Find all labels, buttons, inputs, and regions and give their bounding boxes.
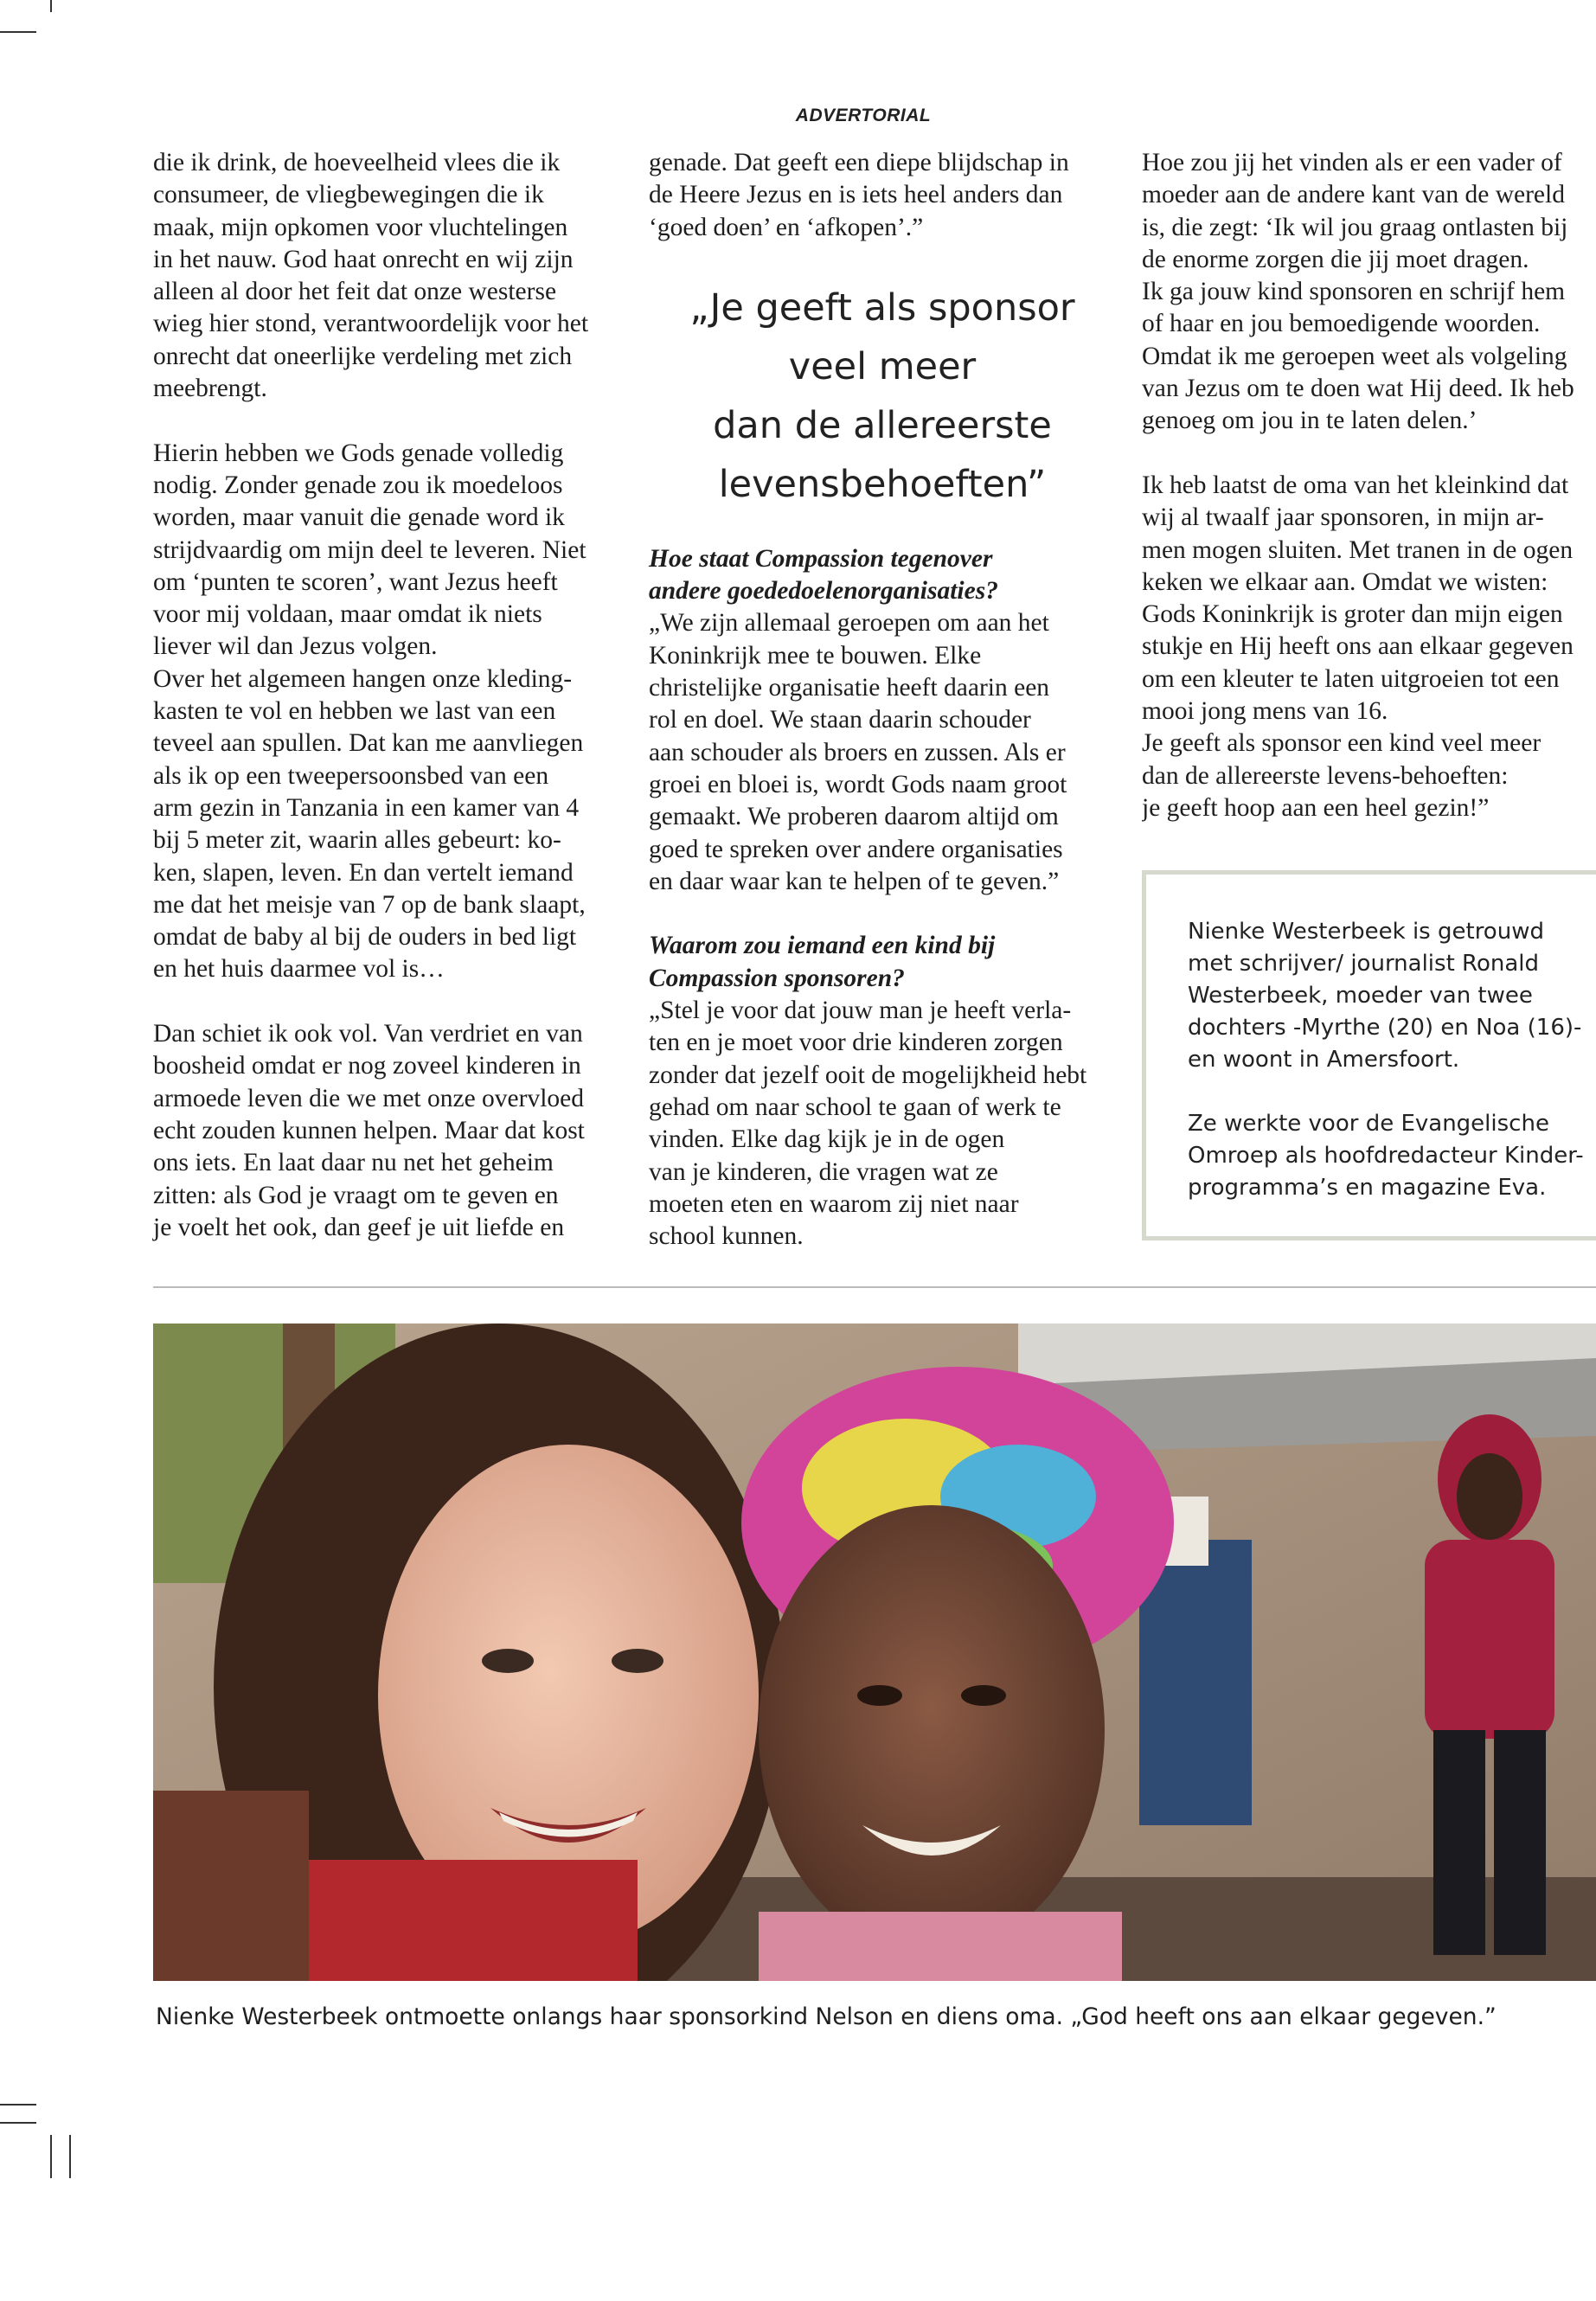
text-line: alleen al door het feit dat onze westerse	[153, 278, 557, 306]
question-heading: Waarom zou iemand een kind bij	[649, 932, 996, 960]
pull-quote-line: veel meer	[788, 344, 977, 388]
text-line: je geeft hoop aan een heel gezin!”	[1142, 793, 1490, 822]
text-line: zonder dat jezelf ooit de mogelijkheid hebt	[649, 1061, 1087, 1089]
bio-line: programma’s en magazine Eva.	[1188, 1175, 1547, 1201]
crop-mark-bottom-v2	[69, 2135, 71, 2178]
text-line: „Stel je voor dat jouw man je heeft verla-	[649, 997, 1072, 1025]
text-line: school kunnen.	[649, 1222, 804, 1251]
text-line: gehad om naar school te gaan of werk te	[649, 1093, 1061, 1121]
bio-line: Westerbeek, moeder van twee	[1188, 983, 1533, 1009]
text-line: Ik ga jouw kind sponsoren en schrijf hem	[1142, 278, 1566, 306]
text-line: ‘goed doen’ en ‘afkopen’.”	[649, 213, 924, 241]
text-line: ken, slapen, leven. En dan vertelt iemand	[153, 858, 574, 887]
text-line: om ‘punten te scoren’, want Jezus heeft	[153, 567, 558, 596]
text-line: me dat het meisje van 7 op de bank slaapt,	[153, 890, 586, 919]
text-line: nodig. Zonder genade zou ik moedeloos	[153, 471, 563, 499]
text-line: voor mij voldaan, maar omdat ik niets	[153, 600, 542, 629]
text-line: consumeer, de vliegbewegingen die ik	[153, 181, 544, 209]
text-line: zitten: als God je vraagt om te geven en	[153, 1181, 559, 1209]
text-line: moeten eten en waarom zij niet naar	[649, 1189, 1019, 1218]
text-line: kasten te vol en hebben we last van een	[153, 697, 556, 726]
text-line: Hierin hebben we Gods genade volledig	[153, 439, 564, 467]
text-line: „We zijn allemaal geroepen om aan het	[649, 609, 1049, 638]
question-heading: Compassion sponsoren?	[649, 964, 905, 992]
article-photo	[153, 1324, 1596, 1981]
text-line: christelijke organisatie heeft daarin een	[649, 674, 1050, 702]
text-line: meebrengt.	[153, 375, 267, 403]
text-line: boosheid omdat er nog zoveel kinderen in	[153, 1052, 581, 1080]
crop-mark-bottom-v1	[50, 2135, 52, 2178]
text-line: bij 5 meter zit, waarin alles gebeurt: ko-	[153, 826, 561, 855]
article-column-2	[649, 147, 1116, 1253]
text-line: armoede leven die we met onze overvloed	[153, 1084, 584, 1112]
crop-mark-top-h	[0, 31, 36, 33]
text-line: Omdat ik me geroepen weet als volgeling	[1142, 342, 1567, 370]
text-line: Ik heb laatst de oma van het kleinkind dat	[1142, 471, 1569, 499]
section-divider	[153, 1286, 1596, 1288]
bio-line: met schrijver/ journalist Ronald	[1188, 951, 1539, 977]
text-line: of haar en jou bemoedigende woorden.	[1142, 310, 1541, 338]
text-line: men mogen sluiten. Met tranen in de ogen	[1142, 535, 1574, 564]
bio-line: Ze werkte voor de Evangelische	[1188, 1111, 1549, 1137]
bio-line: dochters -Myrthe (20) en Noa (16)-	[1188, 1015, 1582, 1041]
text-line: die ik drink, de hoeveelheid vlees die ik	[153, 149, 561, 176]
text-line: teveel aan spullen. Dat kan me aanvliegen	[153, 729, 584, 758]
crop-mark-bottom-h1	[0, 2104, 36, 2106]
text-line: strijdvaardig om mijn deel te leveren. Niet	[153, 535, 586, 564]
text-line: worden, maar vanuit die genade word ik	[153, 503, 565, 532]
bio-line: Nienke Westerbeek is getrouwd	[1188, 919, 1544, 945]
question-heading: Hoe staat Compassion tegenover	[649, 544, 993, 573]
text-line: omdat de baby al bij de ouders in bed ligt	[153, 923, 577, 952]
text-line: arm gezin in Tanzania in een kamer van 4	[153, 793, 580, 822]
photo-caption: Nienke Westerbeek ontmoette onlangs haar sponsorkind Nelson en diens oma. „God heeft ons aan elkaar gegeven.”	[156, 2003, 1497, 2030]
article-column-1	[153, 147, 620, 1244]
text-line: om een kleuter te laten uitgroeien tot een	[1142, 664, 1560, 693]
crop-mark-top-v	[50, 0, 52, 12]
text-line: Koninkrijk mee te bouwen. Elke	[649, 641, 982, 670]
text-line: de Heere Jezus en is iets heel anders dan	[649, 181, 1063, 209]
bio-line: Omroep als hoofdredacteur Kinder-	[1188, 1143, 1584, 1169]
text-line: van je kinderen, die vragen wat ze	[649, 1157, 998, 1186]
text-line: Over het algemeen hangen onze kleding-	[153, 664, 573, 693]
text-line: ons iets. En laat daar nu net het geheim	[153, 1149, 554, 1177]
text-line: wieg hier stond, verantwoordelijk voor het	[153, 310, 589, 338]
text-line: dan de allereerste levens-behoeften:	[1142, 761, 1509, 790]
pull-quote	[649, 279, 1116, 514]
text-line: echt zouden kunnen helpen. Maar dat kost	[153, 1116, 585, 1144]
text-line: de enorme zorgen die jij moet dragen.	[1142, 245, 1529, 273]
text-line: onrecht dat oneerlijke verdeling met zich	[153, 342, 573, 370]
text-line: van Jezus om te doen wat Hij deed. Ik heb	[1142, 375, 1574, 403]
pull-quote-line: levensbehoeften”	[718, 462, 1047, 506]
text-line: groei en bloei is, wordt Gods naam groot	[649, 770, 1067, 798]
text-line: mooi jong mens van 16.	[1142, 697, 1388, 726]
pull-quote-line: „Je geeft als sponsor	[689, 285, 1075, 330]
section-label: ADVERTORIAL	[795, 106, 932, 125]
text-line: rol en doel. We staan daarin schouder	[649, 706, 1031, 734]
text-line: je voelt het ook, dan geef je uit liefde en	[153, 1213, 565, 1241]
text-line: en het huis daarmee vol is…	[153, 955, 445, 984]
article-column-3	[1142, 147, 1596, 824]
text-line: keken we elkaar aan. Omdat we wisten:	[1142, 567, 1548, 596]
text-line: moeder aan de andere kant van de wereld	[1142, 181, 1565, 209]
question-heading: andere goededoelenorganisaties?	[649, 577, 998, 606]
text-line: Hoe zou jij het vinden als er een vader of	[1142, 149, 1562, 176]
text-line: en daar waar kan te helpen of te geven.”	[649, 867, 1060, 895]
crop-mark-bottom-h2	[0, 2122, 36, 2124]
author-bio-box	[1142, 870, 1596, 1240]
text-line: Dan schiet ik ook vol. Van verdriet en van	[153, 1020, 583, 1048]
pull-quote-line: dan de allereerste	[713, 403, 1052, 447]
text-line: in het nauw. God haat onrecht en wij zijn	[153, 245, 574, 273]
text-line: aan schouder als broers en zussen. Als er	[649, 738, 1066, 766]
text-line: ten en je moet voor drie kinderen zorgen	[649, 1029, 1063, 1057]
text-line: vinden. Elke dag kijk je in de ogen	[649, 1125, 1005, 1154]
text-line: genoeg om jou in te laten delen.’	[1142, 407, 1477, 435]
text-line: Gods Koninkrijk is groter dan mijn eigen	[1142, 600, 1563, 629]
text-line: goed te spreken over andere organisaties	[649, 835, 1063, 863]
text-line: maak, mijn opkomen voor vluchtelingen	[153, 213, 568, 241]
text-line: gemaakt. We proberen daarom altijd om	[649, 803, 1059, 831]
text-line: genade. Dat geeft een diepe blijdschap in	[649, 149, 1069, 176]
text-line: liever wil dan Jezus volgen.	[153, 632, 438, 661]
text-line: is, die zegt: ‘Ik wil jou graag ontlasten bij	[1142, 213, 1568, 241]
text-line: wij al twaalf jaar sponsoren, in mijn ar-	[1142, 503, 1544, 532]
text-line: stukje en Hij heeft ons aan elkaar gegeven	[1142, 632, 1574, 661]
text-line: Je geeft als sponsor een kind veel meer	[1142, 729, 1542, 758]
bio-line: en woont in Amersfoort.	[1188, 1047, 1460, 1073]
text-line: als ik op een tweepersoonsbed van een	[153, 761, 549, 790]
